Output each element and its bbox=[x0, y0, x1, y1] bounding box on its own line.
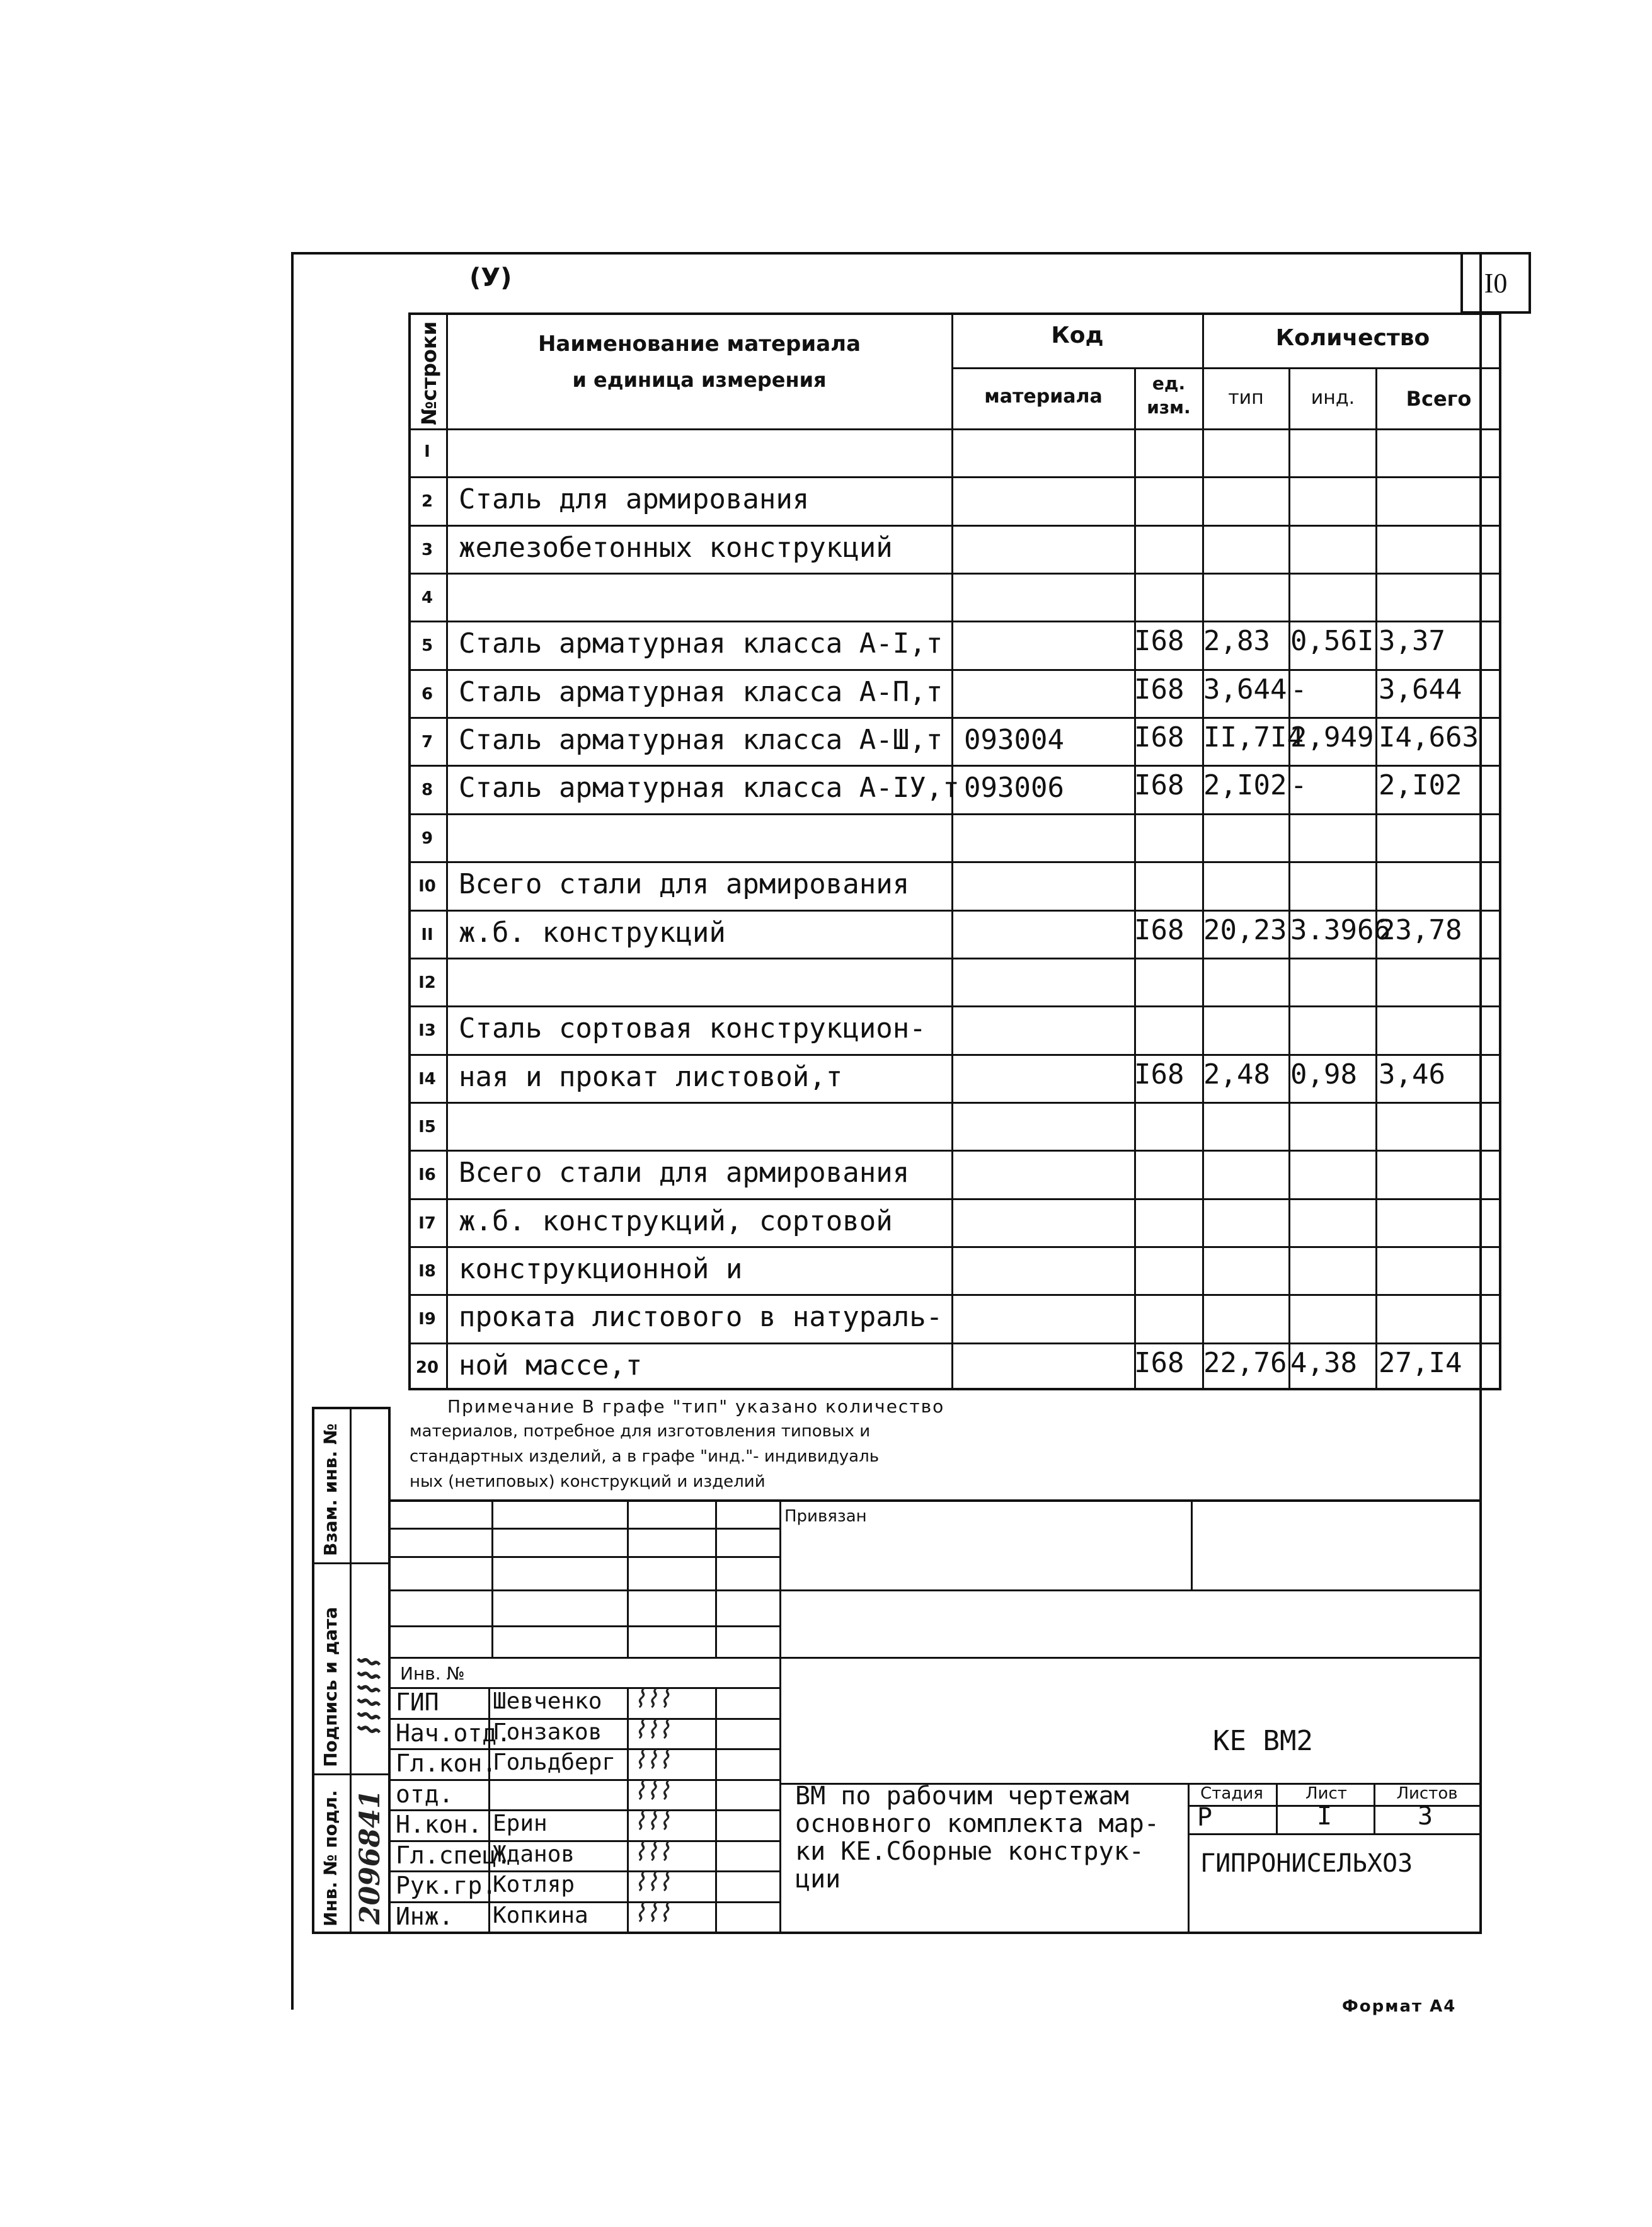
doc-title-1: ВМ по рабочим чертежам bbox=[795, 1782, 1129, 1811]
signature-name: Гонзаков bbox=[493, 1719, 602, 1745]
material-name: конструкционной и bbox=[459, 1252, 743, 1285]
row-number: II bbox=[421, 925, 433, 944]
note-line-4: ных (нетиповых) конструкций и изделий bbox=[410, 1472, 766, 1491]
unit-code: I68 bbox=[1134, 1058, 1185, 1091]
margin-col-sep bbox=[350, 1407, 352, 1932]
material-name: Сталь арматурная класса А-IУ,т bbox=[459, 772, 960, 804]
qty-ind: 2,949 bbox=[1290, 721, 1374, 754]
stamp-row-1 bbox=[391, 1528, 781, 1530]
note-line-3: стандартных изделий, а в графе "инд."- индивидуаль bbox=[410, 1447, 880, 1466]
stamp-col-1 bbox=[491, 1499, 493, 1657]
signature-name: Ерин bbox=[493, 1811, 548, 1836]
material-code: 093006 bbox=[964, 772, 1064, 804]
row-number: 6 bbox=[421, 684, 433, 704]
stamp-privyazan: Привязан bbox=[784, 1507, 867, 1526]
signature-name: Гольдберг bbox=[493, 1749, 616, 1775]
table-row bbox=[408, 669, 1501, 717]
stamp-col-5 bbox=[1191, 1499, 1193, 1589]
variant-label: (У) bbox=[469, 263, 512, 292]
format-label: Формат А4 bbox=[1342, 1997, 1457, 2016]
signature-role: Гл.спец. bbox=[396, 1841, 512, 1869]
stamp-col-4 bbox=[779, 1499, 781, 1932]
col-header-ind: инд. bbox=[1311, 387, 1355, 409]
material-name: ж.б. конструкций bbox=[459, 916, 726, 949]
stamp-row-2 bbox=[391, 1556, 781, 1558]
table-row bbox=[408, 476, 1501, 524]
signature-scribble: ⌇⌇⌇ bbox=[633, 1868, 670, 1897]
table-row bbox=[408, 1005, 1501, 1053]
signature-role: отд. bbox=[396, 1780, 454, 1808]
qty-ind: 0,56I bbox=[1290, 625, 1374, 658]
row-number: I3 bbox=[418, 1021, 436, 1041]
sheet-value: I bbox=[1317, 1802, 1333, 1831]
row-number: 8 bbox=[421, 781, 433, 800]
table-row bbox=[408, 1054, 1501, 1102]
table-row bbox=[408, 958, 1501, 1005]
col-header-total: Всего bbox=[1406, 387, 1472, 411]
signature-scribble: ⌇⌇⌇ bbox=[633, 1746, 670, 1775]
sheet-label: Лист bbox=[1305, 1784, 1347, 1803]
table-row bbox=[408, 717, 1501, 765]
margin-label-vzam: Взам. инв. № bbox=[320, 1423, 341, 1556]
stamp-row-4 bbox=[391, 1625, 781, 1627]
qty-total: I4,663 bbox=[1379, 721, 1479, 754]
signature-name: Жданов bbox=[493, 1841, 575, 1867]
stage-sep-1 bbox=[1276, 1783, 1278, 1833]
material-name: ной массе,т bbox=[459, 1349, 643, 1382]
row-number: I5 bbox=[418, 1117, 436, 1136]
sheets-label: Листов bbox=[1396, 1784, 1458, 1803]
table-row bbox=[408, 1198, 1501, 1246]
qty-type: 3,644 bbox=[1203, 673, 1287, 706]
doc-title-4: ции bbox=[795, 1865, 841, 1894]
margin-label-podpis: Подпись и дата bbox=[320, 1606, 341, 1767]
table-row bbox=[408, 1246, 1501, 1294]
row-number: I bbox=[424, 442, 430, 461]
col-header-name-1: Наименование материала bbox=[537, 331, 861, 357]
qty-ind: 4,38 bbox=[1290, 1346, 1357, 1379]
table-row bbox=[408, 621, 1501, 668]
table-row bbox=[408, 1150, 1501, 1198]
material-name: Сталь арматурная класса А-П,т bbox=[459, 675, 943, 708]
doc-code: КЕ ВМ2 bbox=[1213, 1725, 1313, 1757]
stage-label: Стадия bbox=[1200, 1784, 1263, 1803]
stamp-inv-no: Инв. № bbox=[400, 1663, 465, 1684]
header-mid-line bbox=[951, 367, 1501, 369]
signature-role: Н.кон. bbox=[396, 1811, 483, 1838]
col-header-row-no: №строки bbox=[417, 321, 441, 425]
material-code: 093004 bbox=[964, 724, 1064, 757]
row-number: 4 bbox=[421, 588, 433, 608]
unit-code: I68 bbox=[1134, 673, 1185, 706]
material-name: железобетонных конструкций bbox=[459, 531, 893, 564]
stage-value: Р bbox=[1197, 1803, 1213, 1832]
row-number: 20 bbox=[415, 1358, 439, 1377]
col-header-unit-1: ед. bbox=[1152, 373, 1186, 394]
signature-scribble: ⌇⌇⌇ bbox=[633, 1898, 670, 1928]
unit-code: I68 bbox=[1134, 625, 1185, 658]
stage-sep-2 bbox=[1374, 1783, 1375, 1833]
table-row bbox=[408, 428, 1501, 476]
qty-type: 2,83 bbox=[1203, 625, 1270, 658]
material-name: ж.б. конструкций, сортовой bbox=[459, 1205, 893, 1237]
signature-scribble: ⌇⌇⌇ bbox=[633, 1715, 670, 1744]
table-row bbox=[408, 525, 1501, 573]
signature-role: Рук.гр. bbox=[396, 1872, 497, 1899]
qty-type: 2,48 bbox=[1203, 1058, 1270, 1091]
doc-title-3: ки КЕ.Сборные конструк- bbox=[795, 1837, 1144, 1866]
col-header-name-2: и единица измерения bbox=[572, 368, 827, 392]
qty-ind: - bbox=[1290, 769, 1307, 802]
qty-total: 23,78 bbox=[1379, 913, 1462, 946]
table-row bbox=[408, 765, 1501, 813]
row-number: I2 bbox=[418, 973, 436, 992]
qty-total: 3,46 bbox=[1379, 1058, 1445, 1091]
stamp-row-3 bbox=[391, 1589, 1481, 1591]
qty-type: 20,23 bbox=[1203, 913, 1287, 946]
qty-ind: 0,98 bbox=[1290, 1058, 1357, 1091]
signature-role: Гл.кон. bbox=[396, 1749, 497, 1777]
margin-signature-date: ⌇⌇⌇⌇⌇⌇ bbox=[354, 1657, 386, 1739]
unit-code: I68 bbox=[1134, 721, 1185, 754]
row-number: 9 bbox=[421, 828, 433, 848]
sheets-value: 3 bbox=[1418, 1802, 1433, 1831]
qty-total: 27,I4 bbox=[1379, 1346, 1462, 1379]
table-row bbox=[408, 813, 1501, 861]
signature-row-line bbox=[391, 1932, 779, 1933]
organization: ГИПРОНИСЕЛЬХОЗ bbox=[1200, 1849, 1413, 1878]
table-row bbox=[408, 1102, 1501, 1150]
signature-role: Инж. bbox=[396, 1902, 454, 1930]
material-name: Сталь сортовая конструкцион- bbox=[459, 1012, 926, 1045]
row-number: I8 bbox=[418, 1261, 436, 1281]
signature-name: Котляр bbox=[493, 1872, 575, 1898]
table-row bbox=[408, 1294, 1501, 1342]
col-header-unit-2: изм. bbox=[1147, 397, 1191, 418]
stage-label-line bbox=[1188, 1805, 1481, 1807]
col-header-code: Код bbox=[1051, 323, 1104, 348]
margin-inv-podl-value: 2096841 bbox=[354, 1789, 386, 1925]
signature-role: Нач.отд. bbox=[396, 1719, 512, 1747]
col-header-quantity: Количество bbox=[1275, 325, 1430, 351]
qty-type: II,7I4 bbox=[1203, 721, 1304, 754]
stamp-col-2 bbox=[627, 1499, 629, 1657]
material-name: Всего стали для армирования bbox=[459, 1157, 910, 1189]
stamp-col-3 bbox=[715, 1499, 717, 1657]
signature-scribble: ⌇⌇⌇ bbox=[633, 1837, 670, 1867]
row-number: I6 bbox=[418, 1165, 436, 1185]
row-number: I7 bbox=[418, 1213, 436, 1233]
stamp-row-5 bbox=[391, 1657, 1481, 1659]
row-number: I9 bbox=[418, 1310, 436, 1329]
material-name: Сталь арматурная класса А-Ш,т bbox=[459, 724, 943, 757]
doc-title-2: основного комплекта мар- bbox=[795, 1809, 1159, 1838]
material-name: Всего стали для армирования bbox=[459, 868, 910, 901]
material-name: ная и прокат листовой,т bbox=[459, 1060, 843, 1093]
stage-value-line bbox=[1188, 1833, 1481, 1835]
material-name: проката листового в натураль- bbox=[459, 1301, 943, 1334]
note-line-2: материалов, потребное для изготовления типовых и bbox=[410, 1422, 871, 1441]
col-header-type: тип bbox=[1228, 387, 1264, 409]
signature-name: Шевченко bbox=[493, 1688, 602, 1714]
page-number-box bbox=[1460, 252, 1531, 314]
page-number: I0 bbox=[1484, 268, 1508, 299]
table-row bbox=[408, 573, 1501, 621]
qty-type: 2,I02 bbox=[1203, 769, 1287, 802]
note-line-1: Примечание В графе "тип" указано количество bbox=[447, 1396, 945, 1417]
signature-scribble: ⌇⌇⌇ bbox=[633, 1685, 670, 1714]
row-number: 7 bbox=[421, 733, 433, 752]
qty-total: 3,644 bbox=[1379, 673, 1462, 706]
qty-total: 2,I02 bbox=[1379, 769, 1462, 802]
signature-scribble: ⌇⌇⌇ bbox=[633, 1807, 670, 1836]
col-header-code-material: материала bbox=[984, 386, 1103, 408]
row-number: 5 bbox=[421, 636, 433, 656]
material-name: Сталь для армирования bbox=[459, 483, 810, 516]
qty-type: 22,76 bbox=[1203, 1346, 1287, 1379]
signature-name: Копкина bbox=[493, 1902, 588, 1928]
row-number: I0 bbox=[418, 877, 436, 896]
table-row bbox=[408, 861, 1501, 909]
outer-frame-left bbox=[291, 252, 294, 2010]
qty-ind: 3.3966 bbox=[1290, 913, 1391, 946]
unit-code: I68 bbox=[1134, 913, 1185, 946]
signature-role: ГИП bbox=[396, 1688, 439, 1716]
row-number: I4 bbox=[418, 1069, 436, 1089]
unit-code: I68 bbox=[1134, 1346, 1185, 1379]
material-name: Сталь арматурная класса А-I,т bbox=[459, 627, 943, 660]
table-row bbox=[408, 910, 1501, 958]
table-row bbox=[408, 1342, 1501, 1390]
row-number: 3 bbox=[421, 540, 433, 559]
signature-scribble: ⌇⌇⌇ bbox=[633, 1776, 670, 1806]
margin-label-inv-podl: Инв. № подл. bbox=[320, 1790, 341, 1926]
qty-total: 3,37 bbox=[1379, 625, 1445, 658]
qty-ind: - bbox=[1290, 673, 1307, 706]
outer-frame-top bbox=[291, 252, 1520, 255]
unit-code: I68 bbox=[1134, 769, 1185, 802]
row-number: 2 bbox=[421, 492, 433, 512]
